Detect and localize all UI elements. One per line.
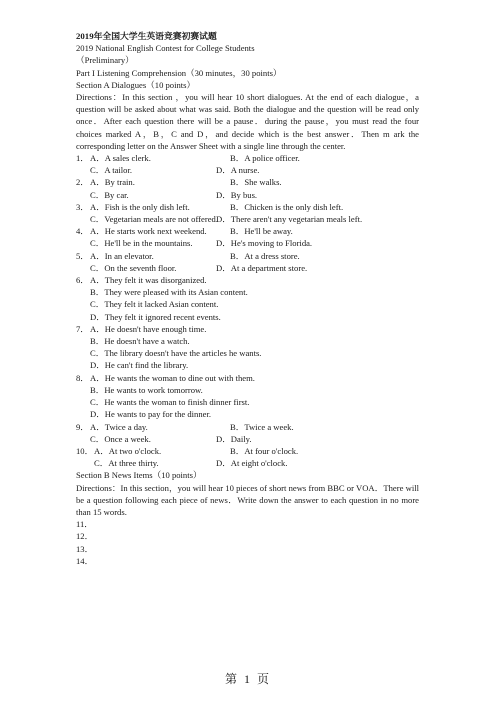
q2-option-a: A．By train. (90, 177, 135, 188)
q9-option-b: B．Twice a week. (230, 421, 294, 432)
q3: 3． A．Fish is the only dish left. B．Chicken is the only dish left. C．Vegetarian meals are not offered. D．There aren't any vegetarian meals left. (76, 201, 363, 225)
q1-option-c: C．A tailor. (90, 165, 133, 176)
q7-option-b: B．He doesn't have a watch. (90, 336, 190, 347)
q7-option-a: A．He doesn't have enough time. (90, 323, 207, 334)
q10: 10． A．At two o'clock. B．At four o'clock. C．At three thirty. D．At eight o'clock. (76, 445, 299, 469)
q6-option-d: D．They felt it ignored recent events. (90, 311, 221, 322)
section-b-heading: Section B News Items（10 points） (76, 470, 202, 481)
q9-option-c: C．Once a week. (90, 433, 151, 444)
subtitle: （Preliminary） (76, 55, 134, 66)
q10-option-c: C．At three thirty. (94, 458, 159, 469)
q6-option-a: A．They felt it was disorganized. (90, 275, 207, 286)
page-number: 第 1 页 (224, 672, 271, 686)
q4-option-a: A．He starts work next weekend. (90, 226, 207, 237)
q7-option-d: D．He can't find the library. (90, 360, 189, 371)
title-en: 2019 National English Contest for College Students (76, 43, 255, 54)
q10-option-b: B．At four o'clock. (230, 445, 299, 456)
q5-option-d: D．At a department store. (216, 262, 308, 273)
section-a-directions: Directions：In this section ，you will hear 10 short dialogues. At the end of each dialogue，a question will be asked about what was said. Both the dialogue and the question will be read only once．After each question there will be a pause．during the pause，you must read the four choices marked A，B，C and D，and decide which is the best answer．Then m ark the corresponding letter on the Answer Sheet with a single line through the center. (76, 92, 419, 151)
q4-option-c: C．He'll be in the mountains. (90, 238, 193, 249)
blank-13: 13． (76, 543, 94, 554)
q2-option-d: D．By bus. (216, 189, 258, 200)
q5: 5． A．In an elevator. B．At a dress store. C．On the seventh floor. D．At a department store. (76, 250, 308, 273)
q4-option-d: D．He's moving to Florida. (216, 238, 313, 249)
part1-heading: Part I Listening Comprehension（30 minutes，30 points） (76, 67, 282, 78)
blank-12: 12． (76, 531, 94, 542)
q6-option-c: C．They felt it lacked Asian content. (90, 299, 219, 310)
q1-option-b: B．A police officer. (230, 153, 300, 164)
q9: 9． A．Twice a day. B．Twice a week. C．Once a week. D．Daily. (76, 421, 294, 444)
q7: 7． A．He doesn't have enough time. B．He doesn't have a watch. C．The library doesn't have the articles he wants. D．He can't find the library. (76, 323, 419, 372)
q8-option-b: B．He wants to work tomorrow. (90, 384, 203, 395)
q10-option-a: A．At two o'clock. (94, 445, 162, 456)
q5-option-a: A．In an elevator. (90, 250, 154, 261)
q1-option-d: D．A nurse. (216, 165, 260, 176)
q6: 6． A．They felt it was disorganized. B．They were pleased with its Asian content. C．They felt it lacked Asian content. D．They felt it ignored recent events. (76, 274, 419, 323)
q2-option-b: B．She walks. (230, 177, 282, 188)
q4-option-b: B．He'll be away. (230, 226, 293, 237)
q8-option-a: A．He wants the woman to dine out with them. (90, 372, 255, 383)
q8-option-c: C．He wants the woman to finish dinner first. (90, 397, 250, 408)
q3-option-c: C．Vegetarian meals are not offered. (90, 214, 218, 225)
section-a-heading: Section A Dialogues（10 points） (76, 79, 196, 90)
q1: 1． A．A sales clerk. B．A police officer. C．A tailor. D．A nurse. (76, 153, 300, 176)
q4: 4． A．He starts work next weekend. B．He'll be away. C．He'll be in the mountains. D．He's moving to Florida. (76, 226, 313, 249)
q10-option-d: D．At eight o'clock. (216, 458, 288, 469)
blank-14: 14． (76, 555, 94, 566)
q5-option-c: C．On the seventh floor. (90, 262, 177, 273)
q3-option-d: D．There aren't any vegetarian meals left. (216, 214, 363, 225)
q1-option-a: A．A sales clerk. (90, 153, 151, 164)
q9-option-d: D．Daily. (216, 433, 252, 444)
q8: 8． A．He wants the woman to dine out with them. B．He wants to work tomorrow. C．He wants the woman to finish dinner first. D．He wants to pay for the dinner. (76, 372, 419, 421)
q6-option-b: B．They were pleased with its Asian content. (90, 287, 248, 298)
q7-option-c: C．The library doesn't have the articles he wants. (90, 348, 262, 359)
q2-option-c: C．By car. (90, 189, 129, 200)
q9-option-a: A．Twice a day. (90, 421, 148, 432)
q2: 2． A．By train. B．She walks. C．By car. D．By bus. (76, 177, 282, 200)
q8-option-d: D．He wants to pay for the dinner. (90, 409, 212, 420)
q3-option-b: B．Chicken is the only dish left. (230, 201, 344, 212)
section-b-directions: Directions：In this section，you will hear 10 pieces of short news from BBC or VOA．There will be a question following each piece of news．Write down the answer to each question in no more than 15 words. (76, 482, 419, 517)
q5-option-b: B．At a dress store. (230, 250, 300, 261)
title-cn: 2019年全国大学生英语竞赛初赛试题 (76, 31, 217, 41)
document-page (76, 30, 419, 567)
blank-11: 11． (76, 519, 93, 530)
q3-option-a: A．Fish is the only dish left. (90, 201, 190, 212)
